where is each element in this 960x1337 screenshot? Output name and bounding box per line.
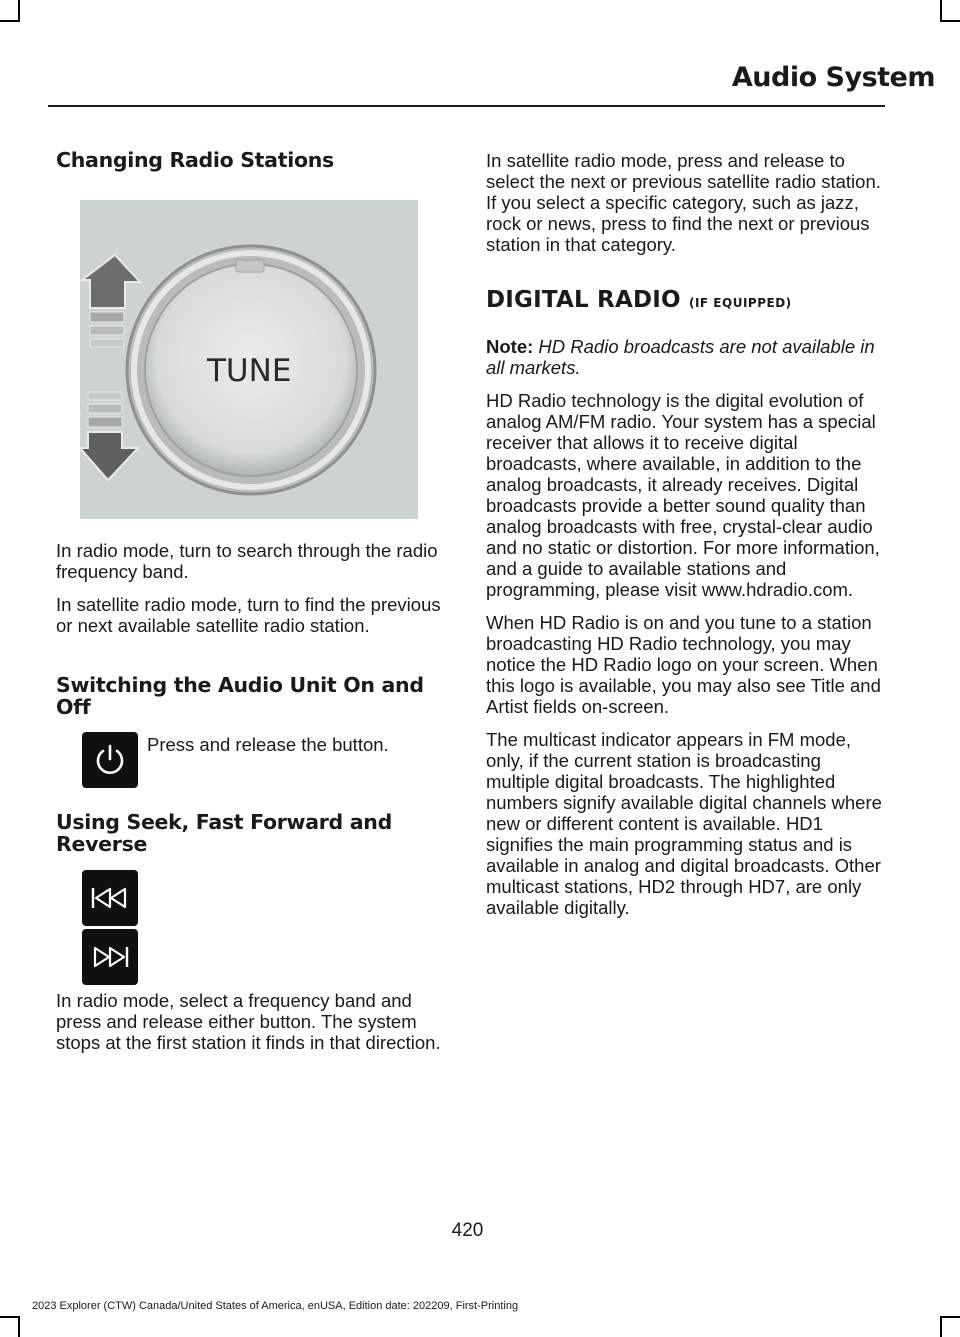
seek-back-icon	[82, 870, 138, 926]
note-text: HD Radio broadcasts are not available in all markets.	[486, 336, 875, 378]
power-button-icon	[82, 732, 138, 788]
paragraph: In satellite radio mode, press and release to select the next or previous satellite radio station. If you select a specific category, such as jazz, rock or news, press to find the next or previous station in that category.	[486, 150, 881, 255]
paragraph: In radio mode, select a frequency band and press and release either button. The system stops at the first station it finds in that direction.	[56, 990, 441, 1053]
crop-mark	[0, 20, 20, 22]
heading-changing-radio-stations: Changing Radio Stations	[56, 148, 334, 172]
power-instruction: Press and release the button.	[147, 734, 389, 755]
right-column-text-2	[486, 336, 882, 930]
page-number: 420	[451, 1220, 484, 1241]
crop-mark	[18, 0, 20, 22]
heading-digital-radio-suffix: (IF EQUIPPED)	[688, 296, 792, 310]
crop-mark	[18, 1316, 20, 1337]
edition-footer: 2023 Explorer (CTW) Canada/United States of America, enUSA, Edition date: 202209, First-Printing	[32, 1300, 519, 1312]
note-label: Note:	[486, 336, 534, 357]
paragraph: In satellite radio mode, turn to find the previous or next available satellite radio station.	[56, 594, 441, 636]
heading-switching-audio: Switching the Audio Unit On and Off	[56, 673, 424, 719]
note-paragraph	[486, 336, 882, 378]
seek-forward-icon	[82, 929, 138, 985]
heading-digital-radio	[486, 287, 886, 313]
crop-mark	[940, 20, 960, 22]
paragraph: In radio mode, turn to search through the radio frequency band.	[56, 540, 438, 582]
crop-mark	[940, 1316, 960, 1318]
paragraph: HD Radio technology is the digital evolution of analog AM/FM radio. Your system has a special receiver that allows it to receive digital broadcasts, where available, in addition to the analog broadcasts, it already receives. Digital broadcasts provide a better sound quality than analog broadcasts with free, crystal-clear audio and no static or distortion. For more information, and a guide to available stations and programming, please visit www.hdradio.com.	[486, 390, 880, 600]
header-divider	[48, 105, 885, 107]
page-title: Audio System	[731, 62, 935, 93]
left-column-text-2	[56, 990, 448, 1065]
paragraph: The multicast indicator appears in FM mode, only, if the current station is broadcasting multiple digital broadcasts. The highlighted numbers signify available digital channels where new or different content is available. HD1 signifies the main programming status and is available in analog and digital broadcasts. Other multicast stations, HD2 through HD7, are only available digitally.	[486, 729, 882, 918]
crop-mark	[0, 1316, 20, 1318]
right-column-text-1	[486, 150, 882, 267]
heading-digital-radio-text: DIGITAL RADIO	[486, 287, 681, 313]
paragraph: When HD Radio is on and you tune to a station broadcasting HD Radio technology, you may notice the HD Radio logo on your screen. When this logo is available, you may also see Title and Artist fields on-screen.	[486, 612, 881, 717]
left-column-text-1	[56, 540, 441, 648]
crop-mark	[940, 1316, 942, 1337]
tune-knob-illustration	[80, 200, 418, 519]
crop-mark	[940, 0, 942, 22]
heading-seek: Using Seek, Fast Forward and Reverse	[56, 810, 392, 856]
tune-label: TUNE	[207, 353, 292, 389]
